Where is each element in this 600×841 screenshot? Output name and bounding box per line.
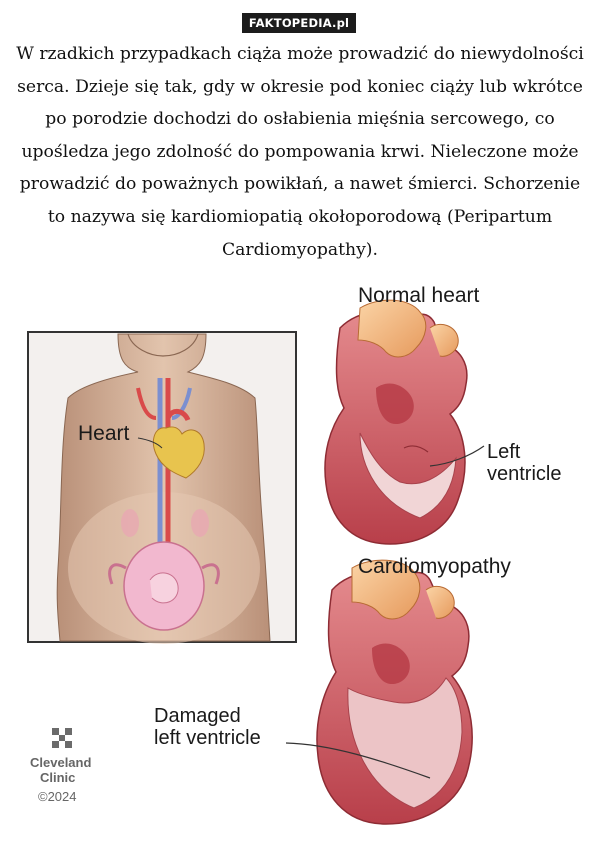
damaged-label-line2: left ventricle <box>154 727 261 749</box>
damaged-label-line1: Damaged <box>154 705 241 727</box>
normal-heart-title: Normal heart <box>358 284 480 307</box>
cleveland-clinic-logo-icon <box>52 728 72 748</box>
caption-text: W rzadkich przypadkach ciąża może prowadzić do niewydolności serca. Dzieje się tak, gdy w okresie pod koniec ciąży lub wkrótce po porodzie dochodzi do osłabienia mięśnia sercowego, co upośledza jego zdolność do pompowania krwi. Nieleczone może prowadzić do poważnych powikłań, a nawet śmierci. Schorzenie to nazywa się kardiomiopatią okołoporodową (Peripartum Cardiomyopathy). <box>16 44 584 260</box>
copyright-text: ©2024 <box>38 789 77 804</box>
logo-line2: Clinic <box>40 770 76 785</box>
cardiomyopathy-heart-drawing <box>286 560 472 824</box>
left-ventricle-label-line2: ventricle <box>487 463 562 485</box>
site-badge: FAKTOPEDIA.pl <box>242 13 356 33</box>
cardiomyopathy-title: Cardiomyopathy <box>358 555 511 578</box>
pregnant-body-panel <box>28 332 296 644</box>
logo-line1: Cleveland <box>30 755 92 770</box>
heart-label: Heart <box>78 422 130 445</box>
left-ventricle-label-line1: Left <box>487 441 521 463</box>
normal-heart-drawing <box>325 300 484 544</box>
